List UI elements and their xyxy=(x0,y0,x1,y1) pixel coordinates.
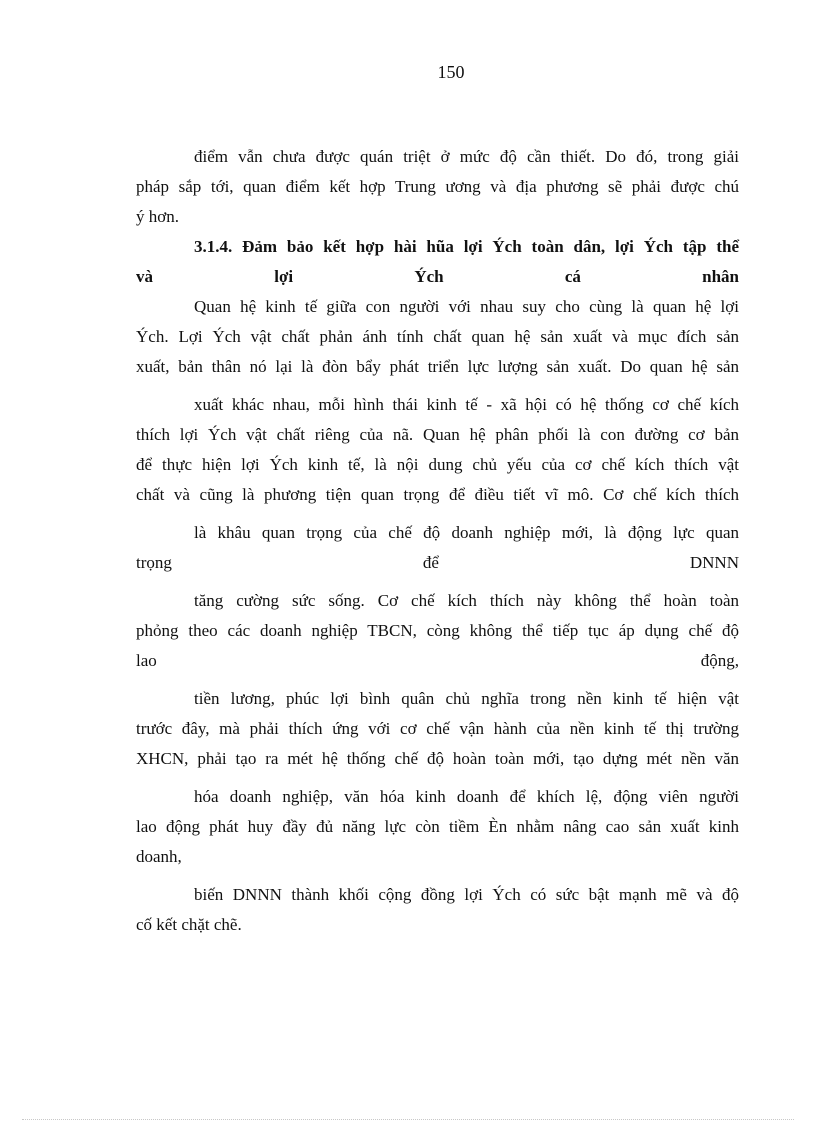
text-line: Quan hệ kinh tế giữa con người với nhau suy cho cùng là quan hệ lợi xyxy=(194,297,739,316)
text-line: tăng cường sức sống. Cơ chế kích thích này không thể hoàn toàn xyxy=(194,591,739,610)
page-number: 150 xyxy=(437,62,465,82)
text-line: hóa doanh nghiệp, văn hóa kinh doanh để khích lệ, động viên người xyxy=(194,787,739,806)
text-line: tiền lương, phúc lợi bình quân chủ nghĩa trong nền kinh tế hiện vật xyxy=(194,689,739,708)
text-line: chất và cũng là phương tiện quan trọng để điều tiết vĩ mô. Cơ chế kích thích xyxy=(136,485,739,504)
text-line: là khâu quan trọng của chế độ doanh nghiệp mới, là động lực quan xyxy=(194,523,739,542)
document-body xyxy=(136,142,739,940)
text-line: để thực hiện lợi Ých kinh tế, là nội dung chủ yếu của cơ chế kích thích vật xyxy=(136,455,739,474)
text-line: thích lợi Ých vật chất riêng của nã. Quan hệ phân phối là con đường cơ bản xyxy=(136,425,739,444)
text-line: pháp sắp tới, quan điểm kết hợp Trung ương và địa phương sẽ phải được chú xyxy=(136,177,739,196)
text-line: biến DNNN thành khối cộng đồng lợi Ých có sức bật mạnh mẽ và độ xyxy=(194,885,739,904)
text-line: điểm vẫn chưa được quán triệt ở mức độ cần thiết. Do đó, trong giải xyxy=(194,147,739,166)
page-bottom-divider xyxy=(22,1119,794,1120)
text-line: XHCN, phải tạo ra mét hệ thống chế độ hoàn toàn mới, tạo dựng mét nền văn xyxy=(136,749,739,768)
text-line: trước đây, mà phải thích ứng với cơ chế vận hành của nền kinh tế thị trường xyxy=(136,719,739,738)
text-line: ý hơn. xyxy=(136,207,179,226)
text-line: cố kết chặt chẽ. xyxy=(136,915,242,934)
text-line: phỏng theo các doanh nghiệp TBCN, còng không thể tiếp tục áp dụng chế độ xyxy=(136,621,739,640)
text-line: lao động, xyxy=(136,651,739,670)
text-line: doanh, xyxy=(136,847,182,866)
section-heading: 3.1.4. Đảm bảo kết hợp hài hũa lợi Ých toàn dân, lợi Ých tập thể xyxy=(194,237,739,256)
text-line: xuất, bản thân nó lại là đòn bẩy phát triển lực lượng sản xuất. Do quan hệ sản xyxy=(136,357,739,376)
text-line: trọng để DNNN xyxy=(136,553,739,572)
text-line: xuất khác nhau, mỗi hình thái kinh tế - xã hội có hệ thống cơ chế kích xyxy=(194,395,739,414)
text-line: Ých. Lợi Ých vật chất phản ánh tính chất quan hệ sản xuất và mục đích sản xyxy=(136,327,739,346)
section-heading-continued: và lợi Ých cá nhân xyxy=(136,267,739,286)
text-line: lao động phát huy đầy đủ năng lực còn tiềm Èn nhằm nâng cao sản xuất kinh xyxy=(136,817,739,836)
